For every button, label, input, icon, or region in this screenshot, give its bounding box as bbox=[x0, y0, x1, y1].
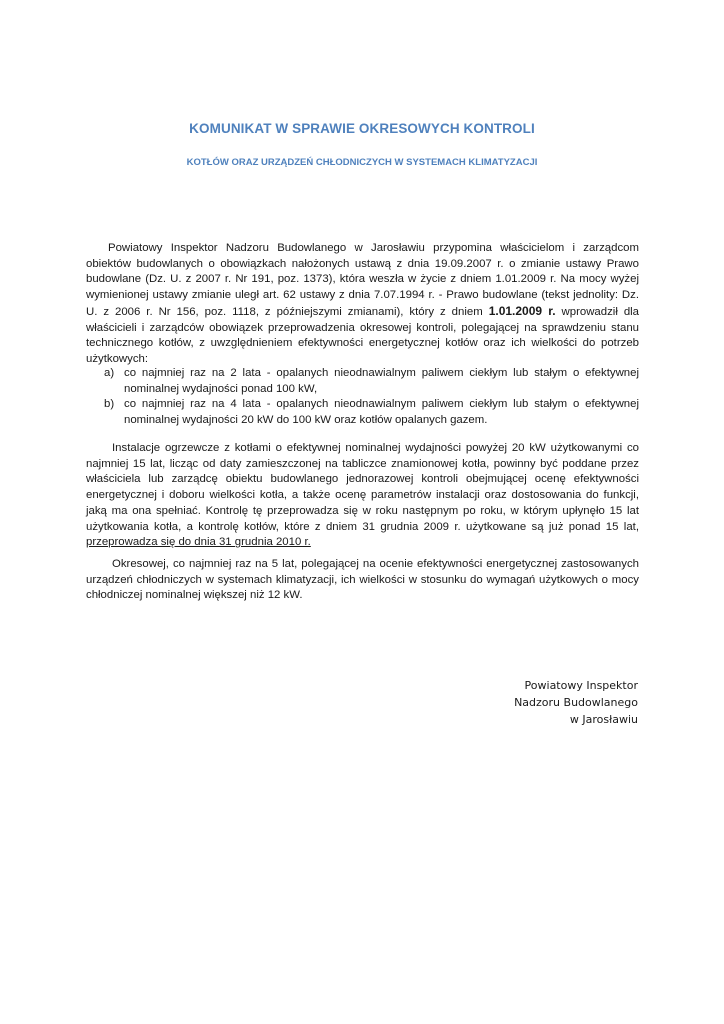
document-subtitle: KOTŁÓW ORAZ URZĄDZEŃ CHŁODNICZYCH W SYSTEMACH KLIMATYZACJI bbox=[186, 157, 538, 168]
cooling-devices-paragraph: Okresowej, co najmniej raz na 5 lat, polegającej na ocenie efektywności energetycznej zastosowanych urządzeń chłodniczych w systemach klimatyzacji, ich wielkości w stosunku do wymagań użytkowych o mocy chłodniczej nominalnej większej niż 12 kW. bbox=[86, 558, 639, 602]
list-item-text: co najmniej raz na 2 lata - opalanych nieodnawialnym paliwem ciekłym lub stałym o efektywnej nominalnej wydajności ponad 100 kW, bbox=[124, 367, 639, 395]
paragraph2-deadline-underlined: przeprowadza się do dnia 31 grudnia 2010 r. bbox=[86, 536, 311, 549]
intro-text-before: Powiatowy Inspektor Nadzoru Budowlanego w Jarosławiu przypomina właścicielom i zarządcom obiektów budowlanych o obowiązkach nałożonych ustawą z dnia 19.09.2007 r. o zmianie ustawy Prawo budowlane (Dz. U. z 2007 r. Nr 191, poz. 1373), która weszła w życie z dniem 1.01.2009 r. Na mocy wyżej wymienionej ustawy zmianie uległ art. 62 ustawy z dnia 7.07.1994 r. - Prawo budowlane (tekst jednolity: Dz. U. z 2006 r. Nr 156, poz. 1118, z późniejszymi zmianami), który z dniem bbox=[86, 242, 639, 318]
signature-line-1: Powiatowy Inspektor bbox=[524, 679, 638, 692]
list-item-marker: b) bbox=[104, 398, 115, 411]
list-item-marker: a) bbox=[104, 367, 115, 379]
list-item-text: co najmniej raz na 4 lata - opalanych nieodnawialnym paliwem ciekłym lub stałym o efektywnej nominalnej wydajności 20 kW do 100 kW oraz kotłów opalanych gazem. bbox=[124, 398, 639, 427]
list-item bbox=[86, 366, 639, 397]
signature-line-2: Nadzoru Budowlanego bbox=[514, 696, 638, 709]
paragraph2-text: Instalacje ogrzewcze z kotłami o efektywnej nominalnej wydajności powyżej 20 kW użytkowanymi co najmniej 15 lat, licząc od daty zamieszczonej na tabliczce znamionowej kotła, powinny być poddane przez właściciela lub zarządcę obiektu budowlanego jednorazowej kontroli obejmującej ocenę efektywności energetycznej i doboru wielkości kotła, a także ocenę parametrów instalacji oraz dostosowania do funkcji, jaką ma ona spełniać. Kontrolę tę przeprowadza się w roku następnym po roku, w którym upłynęło 15 lat użytkowania kotła, a kontrolę kotłów, które z dniem 31 grudnia 2009 r. użytkowane są już ponad 15 lat, bbox=[86, 442, 639, 533]
boiler-inspection-list bbox=[86, 366, 639, 429]
heating-installations-paragraph bbox=[86, 441, 639, 551]
signature-block bbox=[514, 677, 638, 728]
signature-line-3: w Jarosławiu bbox=[569, 713, 638, 726]
intro-paragraph bbox=[86, 241, 639, 368]
intro-date-bold: 1.01.2009 r. bbox=[488, 303, 556, 318]
list-item bbox=[86, 397, 639, 428]
document-title: KOMUNIKAT W SPRAWIE OKRESOWYCH KONTROLI bbox=[189, 121, 535, 136]
intro-text-after: wprowadził dla właścicieli i zarządców obowiązek przeprowadzenia okresowej kontroli, polegającej na sprawdzeniu stanu technicznego kotłów, z uwzględnieniem efektywności energetycznej kotłów oraz ich wielkości do potrzeb użytkowych: bbox=[86, 305, 640, 365]
